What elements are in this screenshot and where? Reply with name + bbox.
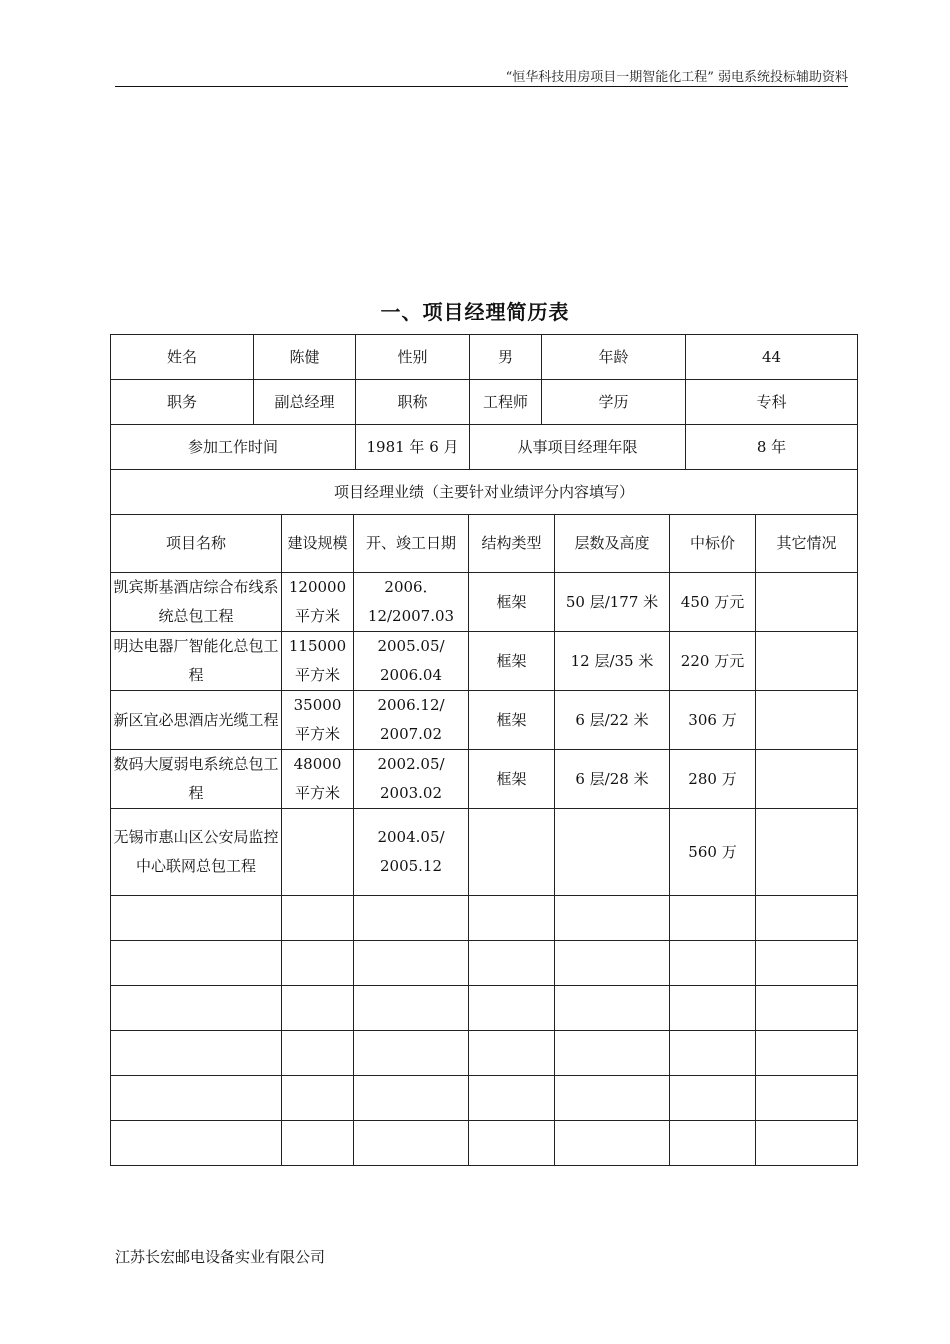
empty-cell [354,1031,469,1076]
header-divider [115,86,848,87]
structure-cell: 框架 [469,691,555,750]
empty-row [111,941,858,986]
other-cell [756,809,858,896]
empty-cell [670,1031,756,1076]
empty-cell [111,1031,282,1076]
price-cell: 306 万 [670,691,756,750]
dates-cell: 2002.05/ 2003.02 [354,750,469,809]
start-work-label: 参加工作时间 [111,425,356,470]
empty-cell [670,896,756,941]
structure-cell: 框架 [469,750,555,809]
dates-cell: 2005.05/ 2006.04 [354,632,469,691]
dates-cell: 2004.05/ 2005.12 [354,809,469,896]
empty-cell [555,986,670,1031]
empty-cell [354,941,469,986]
empty-cell [354,986,469,1031]
project-name-cell: 无锡市惠山区公安局监控中心联网总包工程 [111,809,282,896]
empty-cell [469,941,555,986]
column-header: 中标价 [670,515,756,573]
column-header: 层数及高度 [555,515,670,573]
empty-cell [670,1121,756,1166]
empty-cell [555,1031,670,1076]
scale-cell: 48000 平方米 [282,750,354,809]
empty-cell [555,941,670,986]
document-title: 一、项目经理简历表 [380,300,570,324]
floors-cell: 6 层/22 米 [555,691,670,750]
empty-cell [555,896,670,941]
empty-cell [555,1121,670,1166]
empty-cell [111,896,282,941]
price-cell: 280 万 [670,750,756,809]
performance-table [110,514,858,1166]
title-label: 职称 [356,380,470,425]
empty-cell [282,986,354,1031]
table-row [111,632,858,691]
table-row [111,750,858,809]
empty-cell [354,896,469,941]
project-name-cell: 数码大厦弱电系统总包工程 [111,750,282,809]
price-cell: 220 万元 [670,632,756,691]
empty-cell [756,1031,858,1076]
table-header-row [111,515,858,573]
column-header: 开、竣工日期 [354,515,469,573]
empty-cell [111,986,282,1031]
project-name-cell: 明达电器厂智能化总包工程 [111,632,282,691]
info-row-1 [111,335,858,380]
empty-cell [756,1076,858,1121]
empty-cell [756,941,858,986]
pm-years-value: 8 年 [686,425,858,470]
gender-label: 性别 [356,335,470,380]
table-row [111,573,858,632]
column-header: 其它情况 [756,515,858,573]
empty-cell [111,1121,282,1166]
empty-cell [670,941,756,986]
empty-cell [282,896,354,941]
age-value: 44 [686,335,858,380]
empty-cell [469,1076,555,1121]
empty-cell [469,896,555,941]
price-cell: 560 万 [670,809,756,896]
empty-cell [282,1031,354,1076]
empty-row [111,986,858,1031]
empty-cell [756,896,858,941]
empty-cell [756,1121,858,1166]
name-value: 陈健 [254,335,356,380]
empty-cell [670,986,756,1031]
info-row-2 [111,380,858,425]
header-title: “恒华科技用房项目一期智能化工程” 弱电系统投标辅助资料 [505,70,848,85]
column-header: 结构类型 [469,515,555,573]
other-cell [756,750,858,809]
other-cell [756,632,858,691]
resume-info-table [110,334,858,515]
table-row [111,809,858,896]
empty-row [111,1031,858,1076]
empty-cell [756,986,858,1031]
empty-cell [354,1121,469,1166]
pm-years-label: 从事项目经理年限 [470,425,686,470]
empty-cell [111,1076,282,1121]
dates-cell: 2006.12/ 2007.02 [354,691,469,750]
column-header: 建设规模 [282,515,354,573]
age-label: 年龄 [542,335,686,380]
education-value: 专科 [686,380,858,425]
empty-row [111,1076,858,1121]
empty-row [111,896,858,941]
scale-cell: 35000 平方米 [282,691,354,750]
scale-cell: 115000 平方米 [282,632,354,691]
info-row-3 [111,425,858,470]
structure-cell: 框架 [469,632,555,691]
start-work-value: 1981 年 6 月 [356,425,470,470]
price-cell: 450 万元 [670,573,756,632]
scale-cell [282,809,354,896]
position-value: 副总经理 [254,380,356,425]
empty-cell [469,1121,555,1166]
position-label: 职务 [111,380,254,425]
other-cell [756,573,858,632]
empty-cell [469,986,555,1031]
title-value: 工程师 [470,380,542,425]
performance-caption: 项目经理业绩（主要针对业绩评分内容填写） [111,470,858,515]
scale-cell: 120000 平方米 [282,573,354,632]
project-name-cell: 凯宾斯基酒店综合布线系统总包工程 [111,573,282,632]
column-header: 项目名称 [111,515,282,573]
info-row-4 [111,470,858,515]
project-name-cell: 新区宜必思酒店光缆工程 [111,691,282,750]
empty-cell [354,1076,469,1121]
floors-cell [555,809,670,896]
empty-cell [555,1076,670,1121]
name-label: 姓名 [111,335,254,380]
empty-cell [282,1076,354,1121]
floors-cell: 6 层/28 米 [555,750,670,809]
empty-cell [282,1121,354,1166]
dates-cell: 2006．12/2007.03 [354,573,469,632]
structure-cell [469,809,555,896]
floors-cell: 50 层/177 米 [555,573,670,632]
education-label: 学历 [542,380,686,425]
other-cell [756,691,858,750]
empty-cell [469,1031,555,1076]
empty-row [111,1121,858,1166]
table-row [111,691,858,750]
gender-value: 男 [470,335,542,380]
structure-cell: 框架 [469,573,555,632]
empty-cell [670,1076,756,1121]
footer-company-name: 江苏长宏邮电设备实业有限公司 [115,1248,326,1266]
empty-cell [111,941,282,986]
floors-cell: 12 层/35 米 [555,632,670,691]
empty-cell [282,941,354,986]
